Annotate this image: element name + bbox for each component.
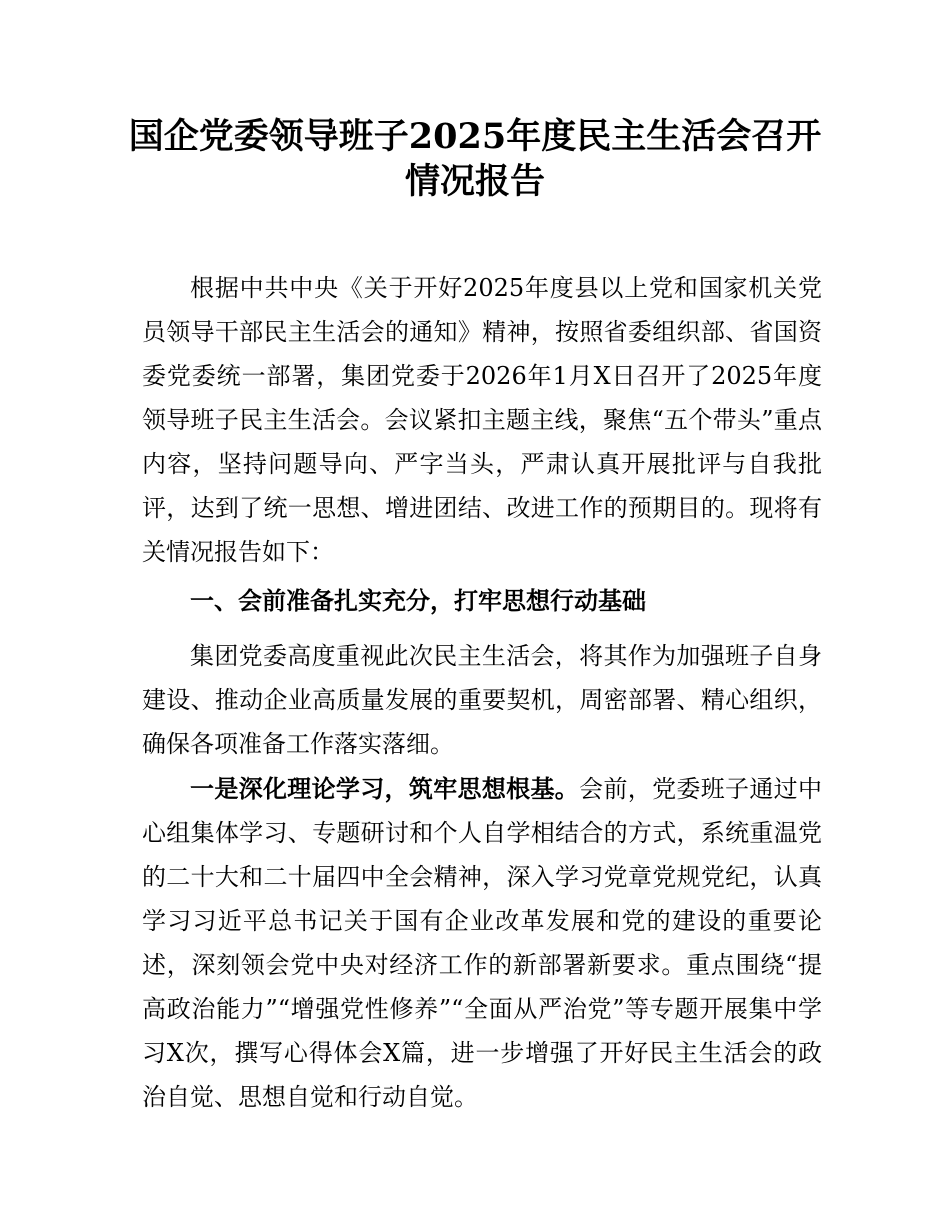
intro-paragraph: 根据中共中央《关于开好2025年度县以上党和国家机关党员领导干部民主生活会的通知》精神，按照省委组织部、省国资委党委统一部署，集团党委于2026年1月X日召开了2025年度领导班子民主生活会。会议紧扣主题主线，聚焦“五个带头”重点内容，坚持问题导向、严字当头，严肃认真开展批评与自我批评，达到了统一思想、增进团结、改进工作的预期目的。现将有关情况报告如下：	[142, 274, 822, 566]
section-1-paragraph: 集团党委高度重视此次民主生活会，将其作为加强班子自身建设、推动企业高质量发展的重要契机，周密部署、精心组织，确保各项准备工作落实落细。	[142, 642, 822, 758]
theory-study-lead: 一是深化理论学习，筑牢思想根基。	[190, 775, 580, 803]
theory-study-body: 会前，党委班子通过中心组集体学习、专题研讨和个人自学相结合的方式，系统重温党的二十大和二十届四中全会精神，深入学习党章党规党纪，认真学习习近平总书记关于国有企业改革发展和党的建设的重要论述，深刻领会党中央对经济工作的新部署新要求。重点围绕“提高政治能力”“增强党性修养”“全面从严治党”等专题开展集中学习X次，撰写心得体会X篇，进一步增强了开好民主生活会的政治自觉、思想自觉和行动自觉。	[142, 775, 823, 1111]
theory-study-paragraph	[142, 767, 822, 1119]
document-title-line-2: 情况报告	[404, 161, 545, 202]
document-title-line-1: 国企党委领导班子2025年度民主生活会召开	[128, 116, 822, 157]
section-heading-1: 一、会前准备扎实充分，打牢思想行动基础	[190, 587, 646, 615]
